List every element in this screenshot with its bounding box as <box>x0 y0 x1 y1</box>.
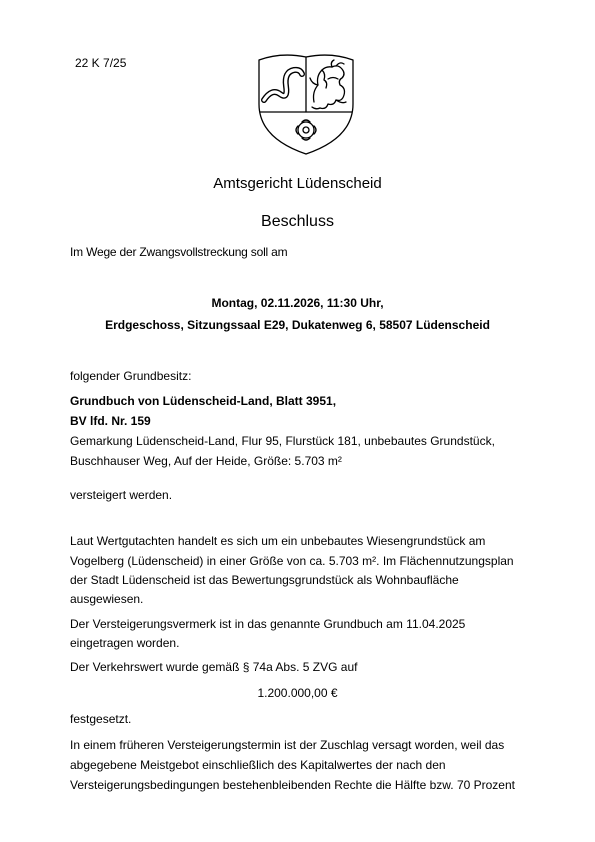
registration-line-2: eingetragen worden. <box>70 636 180 650</box>
property-intro: folgender Grundbesitz: <box>70 369 192 383</box>
valuation-line-1: Laut Wertgutachten handelt es sich um ein unbebautes Wiesengrundstück am <box>70 534 486 548</box>
previous-auction-line-3: Versteigerungsbedingungen bestehenbleibenden Rechte die Hälfte bzw. 70 Prozent <box>70 778 515 792</box>
market-value: 1.200.000,00 € <box>257 686 338 700</box>
document-heading: Beschluss <box>261 213 334 230</box>
nrw-coat-of-arms-icon <box>256 52 356 156</box>
valuation-line-4: ausgewiesen. <box>70 592 144 606</box>
court-name: Amtsgericht Lüdenscheid <box>213 175 382 192</box>
appointment-date: Montag, 02.11.2026, 11:30 Uhr, <box>211 296 384 310</box>
land-register-line-2: BV lfd. Nr. 159 <box>70 414 151 428</box>
valuation-line-3: der Stadt Lüdenscheid ist das Bewertungsgrundstück als Wohnbaufläche <box>70 573 459 587</box>
land-register-line-3: Gemarkung Lüdenscheid-Land, Flur 95, Flurstück 181, unbebautes Grundstück, <box>70 434 495 448</box>
file-number: 22 K 7/25 <box>75 56 127 70</box>
auction-text: versteigert werden. <box>70 488 173 502</box>
land-register-line-1: Grundbuch von Lüdenscheid-Land, Blatt 3951, <box>70 394 337 408</box>
fixed-text: festgesetzt. <box>70 712 132 726</box>
previous-auction-line-2: abgegebene Meistgebot einschließlich des Kapitalwertes der nach den <box>70 758 446 772</box>
land-register-line-4: Buschhauser Weg, Auf der Heide, Größe: 5.703 m² <box>70 454 342 468</box>
appointment-place: Erdgeschoss, Sitzungssaal E29, Dukatenweg 6, 58507 Lüdenscheid <box>105 318 490 332</box>
intro-text: Im Wege der Zwangsvollstreckung soll am <box>70 245 288 259</box>
registration-line-1: Der Versteigerungsvermerk ist in das genannte Grundbuch am 11.04.2025 <box>70 617 466 631</box>
previous-auction-line-1: In einem früheren Versteigerungstermin ist der Zuschlag versagt worden, weil das <box>70 738 505 752</box>
valuation-line-2: Vogelberg (Lüdenscheid) in einer Größe von ca. 5.703 m². Im Flächennutzungsplan <box>70 554 514 568</box>
market-value-intro: Der Verkehrswert wurde gemäß § 74a Abs. 5 ZVG auf <box>70 660 358 674</box>
